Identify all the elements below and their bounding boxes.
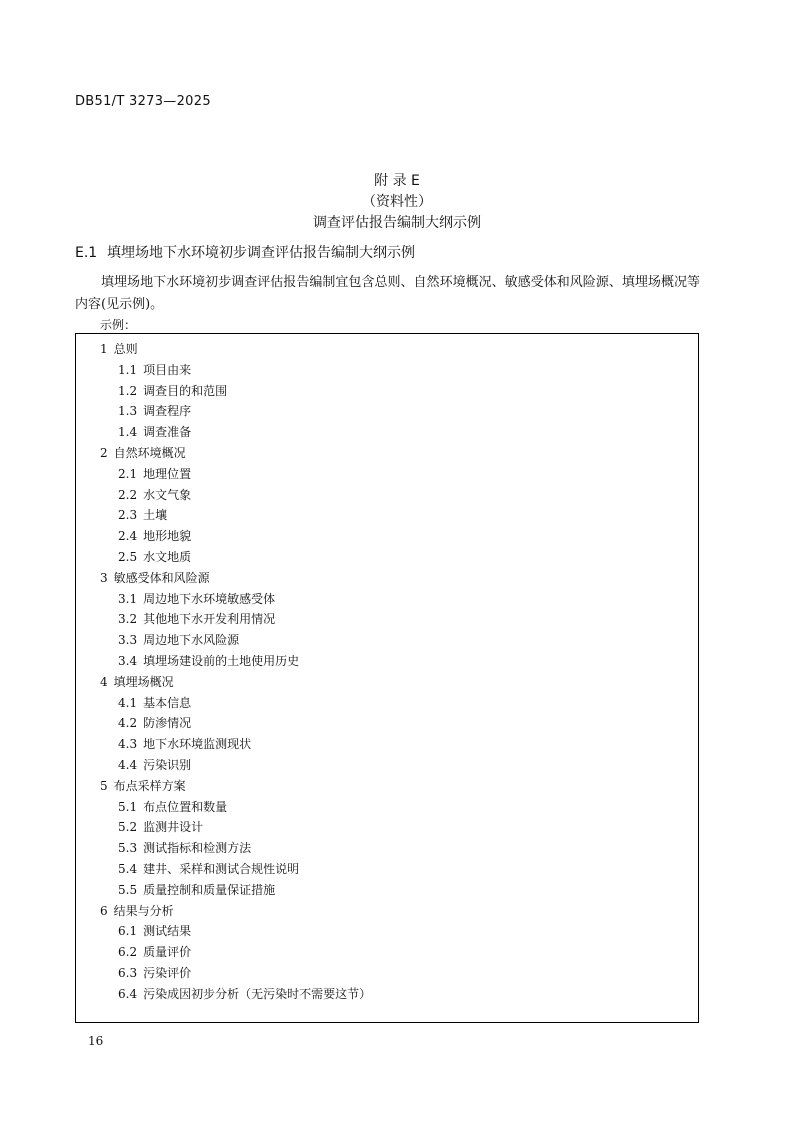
outline-item bbox=[76, 505, 698, 526]
outline-item-text: 自然环境概况 bbox=[113, 445, 186, 460]
outline-item-number: 3.2 bbox=[118, 612, 138, 627]
outline-item bbox=[76, 693, 698, 714]
outline-item bbox=[76, 963, 698, 984]
outline-item-text: 调查程序 bbox=[143, 404, 192, 419]
outline-item bbox=[76, 589, 698, 610]
outline-item bbox=[76, 942, 698, 963]
outline-item-text: 调查目的和范围 bbox=[143, 383, 228, 398]
outline-item bbox=[76, 921, 698, 942]
outline-item-number: 1.4 bbox=[118, 425, 138, 440]
outline-item bbox=[76, 630, 698, 651]
outline-item-text: 敏感受体和风险源 bbox=[113, 570, 210, 585]
outline-item bbox=[76, 547, 698, 568]
outline-item-number: 4.2 bbox=[118, 716, 138, 731]
appendix-label: 附 录 E bbox=[374, 173, 420, 189]
outline-item-number: 4.4 bbox=[118, 757, 138, 772]
outline-item-number: 1.2 bbox=[118, 383, 138, 398]
outline-item bbox=[76, 464, 698, 485]
outline-item bbox=[76, 734, 698, 755]
outline-item bbox=[76, 859, 698, 880]
outline-item-number: 2 bbox=[100, 445, 108, 460]
outline-item bbox=[76, 526, 698, 547]
outline-item-text: 地下水环境监测现状 bbox=[143, 737, 252, 752]
outline-item-number: 5.1 bbox=[118, 799, 138, 814]
outline-item-text: 建井、采样和测试合规性说明 bbox=[143, 861, 300, 876]
outline-box bbox=[75, 333, 699, 1023]
outline-item bbox=[76, 443, 698, 464]
outline-item-text: 土壤 bbox=[143, 508, 168, 523]
outline-item-number: 5.2 bbox=[118, 820, 138, 835]
outline-item-text: 周边地下水风险源 bbox=[143, 633, 240, 648]
outline-item bbox=[76, 568, 698, 589]
outline-item bbox=[76, 651, 698, 672]
outline-item-text: 填埋场概况 bbox=[113, 674, 174, 689]
outline-item-text: 调查准备 bbox=[143, 425, 192, 440]
outline-item bbox=[76, 401, 698, 422]
appendix-title: 调查评估报告编制大纲示例 bbox=[313, 215, 481, 231]
outline-item-number: 5.3 bbox=[118, 841, 138, 856]
outline-item bbox=[76, 984, 698, 1005]
outline-item bbox=[76, 713, 698, 734]
outline-item-text: 污染识别 bbox=[143, 757, 192, 772]
section-heading bbox=[75, 242, 415, 262]
section-title: 填埋场地下水环境初步调查评估报告编制大纲示例 bbox=[107, 245, 415, 261]
outline-item-text: 周边地下水环境敏感受体 bbox=[143, 591, 276, 606]
outline-item-text: 结果与分析 bbox=[113, 903, 174, 918]
outline-item bbox=[76, 776, 698, 797]
outline-item bbox=[76, 360, 698, 381]
outline-item-number: 3 bbox=[100, 570, 108, 585]
outline-item bbox=[76, 755, 698, 776]
outline-item bbox=[76, 838, 698, 859]
outline-item-number: 6.4 bbox=[118, 986, 138, 1001]
outline-item-text: 布点采样方案 bbox=[113, 778, 186, 793]
outline-item-number: 3.4 bbox=[118, 653, 138, 668]
outline-item-text: 防渗情况 bbox=[143, 716, 192, 731]
outline-item-number: 2.4 bbox=[118, 529, 138, 544]
outline-item-text: 其他地下水开发利用情况 bbox=[143, 612, 276, 627]
outline-item bbox=[76, 609, 698, 630]
outline-item-number: 3.3 bbox=[118, 633, 138, 648]
outline-item-text: 水文气象 bbox=[143, 487, 192, 502]
outline-item-number: 6.1 bbox=[118, 924, 138, 939]
outline-item-text: 测试指标和检测方法 bbox=[143, 841, 252, 856]
outline-item-text: 项目由来 bbox=[143, 362, 192, 377]
outline-item-number: 2.2 bbox=[118, 487, 138, 502]
outline-item-text: 填埋场建设前的土地使用历史 bbox=[143, 653, 300, 668]
outline-item-number: 2.1 bbox=[118, 466, 138, 481]
outline-item bbox=[76, 485, 698, 506]
section-number: E.1 bbox=[75, 245, 98, 261]
outline-item-text: 测试结果 bbox=[143, 924, 192, 939]
outline-item-number: 2.5 bbox=[118, 549, 138, 564]
outline-item bbox=[76, 880, 698, 901]
outline-list bbox=[76, 339, 698, 1005]
outline-item-number: 6 bbox=[100, 903, 108, 918]
outline-item-text: 地形地貌 bbox=[143, 529, 192, 544]
outline-item-text: 总则 bbox=[113, 342, 138, 356]
outline-item-text: 基本信息 bbox=[143, 695, 192, 710]
outline-item bbox=[76, 901, 698, 922]
outline-item-number: 1.3 bbox=[118, 404, 138, 419]
outline-item bbox=[76, 422, 698, 443]
page-number: 16 bbox=[88, 1034, 104, 1048]
outline-item-text: 监测井设计 bbox=[143, 820, 204, 835]
outline-item-text: 污染成因初步分析（无污染时不需要这节） bbox=[143, 986, 372, 1001]
outline-item-text: 水文地质 bbox=[143, 549, 192, 564]
outline-item-number: 6.3 bbox=[118, 965, 138, 980]
outline-item-text: 布点位置和数量 bbox=[143, 799, 228, 814]
intro-paragraph: 填埋场地下水环境初步调查评估报告编制宜包含总则、自然环境概况、敏感受体和风险源、填埋场概况等内容(见示例)。 bbox=[75, 275, 700, 312]
outline-item-text: 地理位置 bbox=[143, 466, 192, 481]
outline-item bbox=[76, 381, 698, 402]
outline-item-number: 5 bbox=[100, 778, 108, 793]
outline-item-number: 4 bbox=[100, 674, 108, 689]
outline-item bbox=[76, 672, 698, 693]
outline-item-text: 质量控制和质量保证措施 bbox=[143, 882, 276, 897]
outline-item-number: 4.1 bbox=[118, 695, 138, 710]
outline-item-text: 质量评价 bbox=[143, 945, 192, 960]
outline-item-number: 4.3 bbox=[118, 737, 138, 752]
outline-item-number: 2.3 bbox=[118, 508, 138, 523]
outline-item-number: 5.4 bbox=[118, 861, 138, 876]
outline-item bbox=[76, 797, 698, 818]
outline-item-text: 污染评价 bbox=[143, 965, 192, 980]
document-code: DB51/T 3273—2025 bbox=[75, 94, 211, 109]
example-label: 示例： bbox=[100, 318, 137, 332]
outline-item-number: 1 bbox=[100, 342, 108, 356]
outline-item-number: 3.1 bbox=[118, 591, 138, 606]
appendix-nature: （资料性） bbox=[362, 194, 432, 210]
outline-item-number: 1.1 bbox=[118, 362, 138, 377]
outline-item-number: 5.5 bbox=[118, 882, 138, 897]
outline-item-number: 6.2 bbox=[118, 945, 138, 960]
outline-item bbox=[76, 339, 698, 360]
outline-item bbox=[76, 817, 698, 838]
